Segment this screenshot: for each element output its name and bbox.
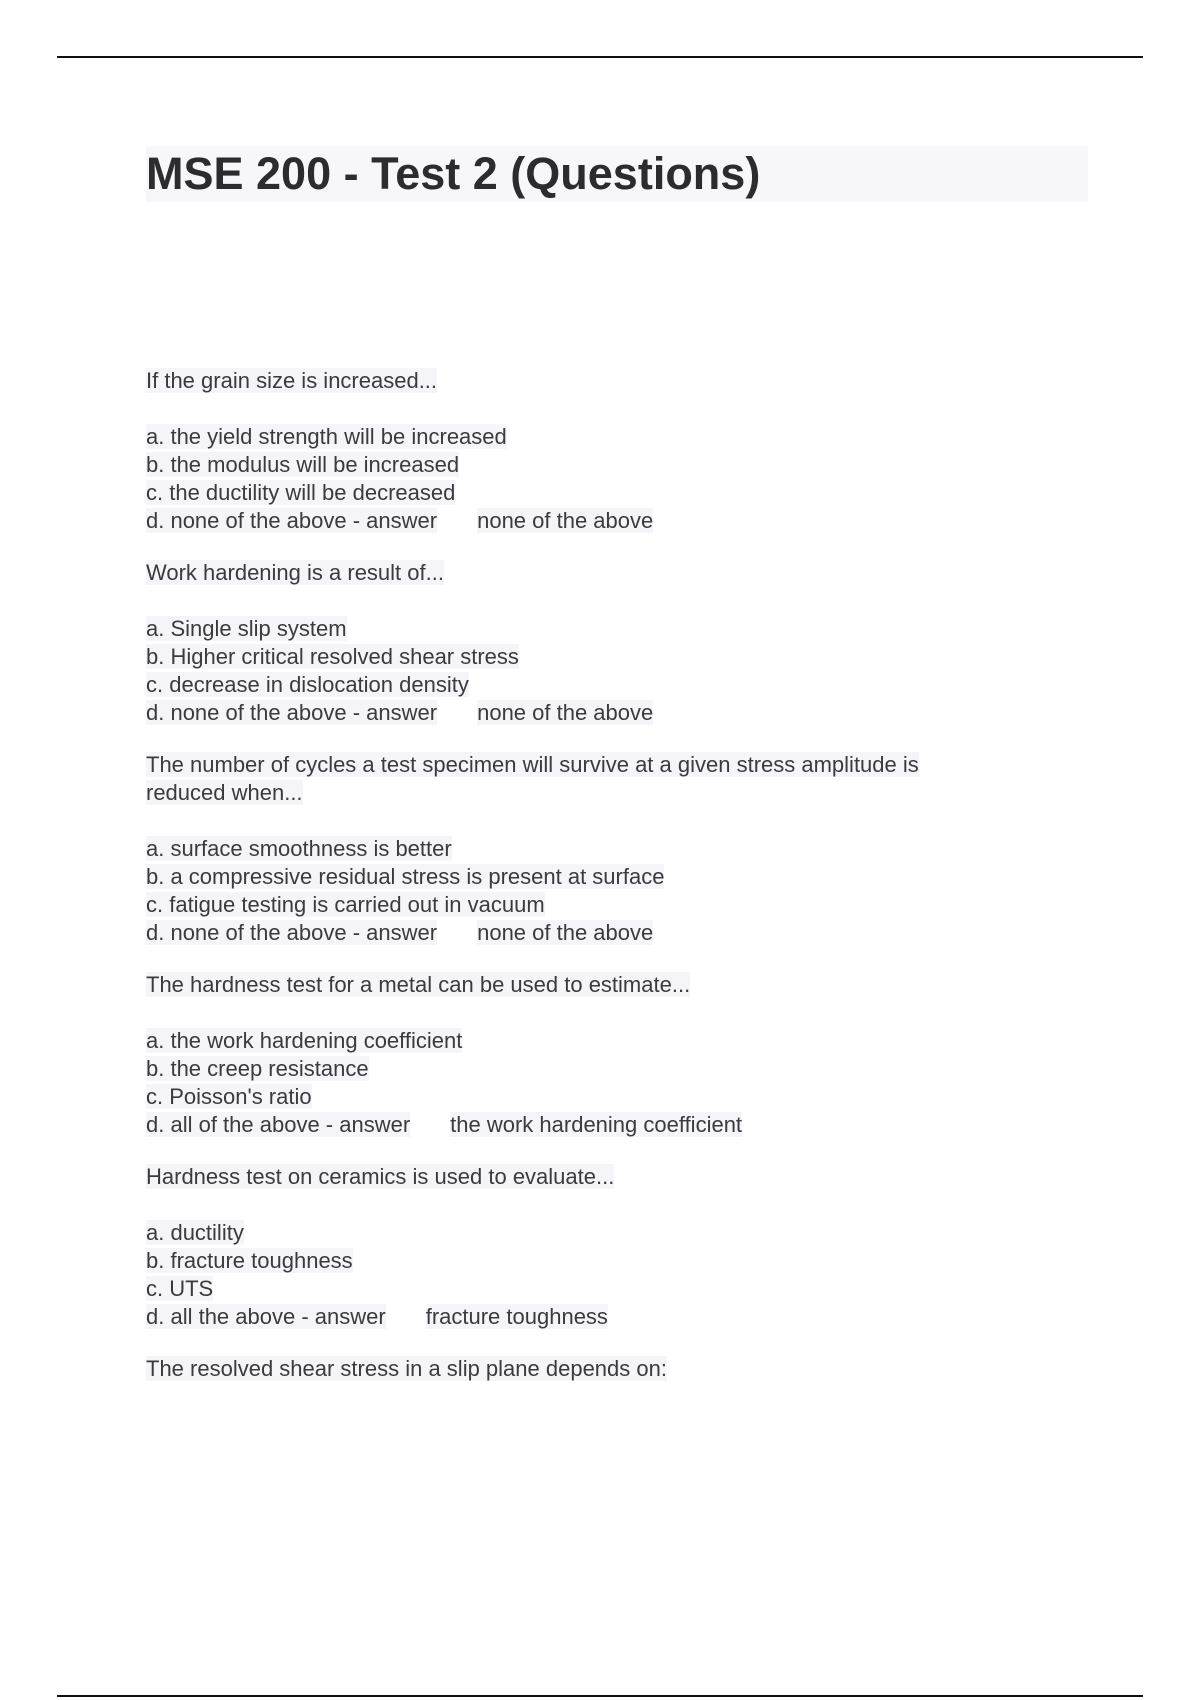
- option-list: [146, 615, 1046, 727]
- question-stem: [146, 559, 1046, 587]
- question-stem: [146, 367, 1046, 395]
- answer-text: none of the above: [477, 920, 654, 945]
- question-text: The resolved shear stress in a slip plane depends on:: [146, 1356, 667, 1381]
- option-c: c. the ductility will be decreased: [146, 480, 456, 505]
- question-text-line-1: The number of cycles a test specimen will survive at a given stress amplitude is: [146, 752, 919, 777]
- option-d: d. all the above - answer: [146, 1304, 386, 1329]
- top-rule: [57, 56, 1143, 58]
- bottom-rule: [57, 1695, 1143, 1697]
- question-block-5: [146, 1163, 1046, 1331]
- question-block-6: [146, 1355, 1046, 1383]
- question-stem: [146, 1355, 1046, 1383]
- question-text: The hardness test for a metal can be used to estimate...: [146, 972, 691, 997]
- question-text: Hardness test on ceramics is used to evaluate...: [146, 1164, 615, 1189]
- option-d: d. none of the above - answer: [146, 700, 438, 725]
- option-c: c. decrease in dislocation density: [146, 672, 469, 697]
- option-c: c. fatigue testing is carried out in vacuum: [146, 892, 545, 917]
- question-block-2: [146, 559, 1046, 727]
- question-block-3: [146, 751, 1046, 947]
- question-stem: [146, 1163, 1046, 1191]
- option-d: d. none of the above - answer: [146, 920, 438, 945]
- option-a: a. ductility: [146, 1220, 244, 1245]
- question-text: If the grain size is increased...: [146, 368, 438, 393]
- option-b: b. a compressive residual stress is present at surface: [146, 864, 665, 889]
- option-b: b. the creep resistance: [146, 1056, 369, 1081]
- question-stem: [146, 751, 1046, 807]
- option-c: c. Poisson's ratio: [146, 1084, 312, 1109]
- option-a: a. the yield strength will be increased: [146, 424, 507, 449]
- option-b: b. Higher critical resolved shear stress: [146, 644, 519, 669]
- question-block-4: [146, 971, 1046, 1139]
- answer-text: none of the above: [477, 508, 654, 533]
- option-list: [146, 835, 1046, 947]
- option-a: a. surface smoothness is better: [146, 836, 452, 861]
- page-title: MSE 200 - Test 2 (Questions): [146, 148, 761, 199]
- question-list: [146, 367, 1046, 1411]
- option-list: [146, 423, 1046, 535]
- answer-text: the work hardening coefficient: [450, 1112, 743, 1137]
- option-c: c. UTS: [146, 1276, 214, 1301]
- question-stem: [146, 971, 1046, 999]
- option-a: a. the work hardening coefficient: [146, 1028, 463, 1053]
- option-d: d. none of the above - answer: [146, 508, 438, 533]
- question-block-1: [146, 367, 1046, 535]
- answer-text: none of the above: [477, 700, 654, 725]
- title-block: [146, 146, 1088, 202]
- option-list: [146, 1027, 1046, 1139]
- option-b: b. the modulus will be increased: [146, 452, 460, 477]
- option-a: a. Single slip system: [146, 616, 347, 641]
- question-text: Work hardening is a result of...: [146, 560, 444, 585]
- question-text-line-2: reduced when...: [146, 780, 303, 805]
- option-d: d. all of the above - answer: [146, 1112, 411, 1137]
- option-list: [146, 1219, 1046, 1331]
- answer-text: fracture toughness: [425, 1304, 608, 1329]
- option-b: b. fracture toughness: [146, 1248, 353, 1273]
